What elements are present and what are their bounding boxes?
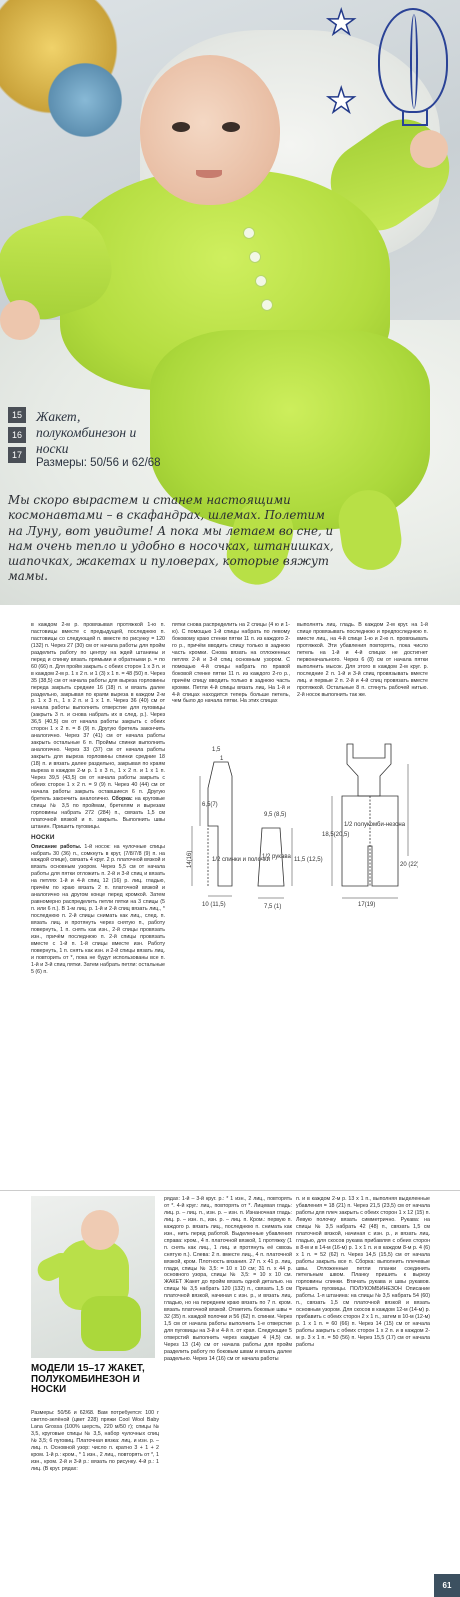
- model-title: Жакет, полукомбинезон и носки: [36, 409, 137, 456]
- page-number: 61: [434, 1574, 460, 1597]
- dimension-label: 18,5(20,5): [322, 832, 350, 838]
- baby-mouth: [196, 170, 222, 178]
- assembly-label: Сборка:: [111, 795, 133, 802]
- dimension-label: 10 (11,5): [202, 902, 226, 908]
- paragraph: выполнять лиц. гладь. В каждом 2-м круг. на 1-й спице провязывать последнюю и предпоследнюю п. вместе лиц., на 4-й спице 1-ю и 2-ю п. провязывать протяжкой. Эти убавления повторять, пока число петель на 1-й и 4-й спицах не достигнет первоначального. Через 6 (8) см от начала пятки выполнить мысок. Для этого в каждом 2-м круг. р. последние 2 п. 1-й и 3-й спиц провязывать вместе лиц. и первые 2 п. 2-й и 4-й спиц провязать вместе протяжкой. Остальные 8 п. стянуть рабочей нитью. 2-й носок выполнить так же.: [297, 622, 428, 698]
- text-column-bottom-3: [296, 1196, 430, 1590]
- piece-label: 1/2 спинки и полочки: [212, 857, 270, 863]
- dimension-label: 17(19): [358, 902, 376, 908]
- piece-label: 1/2 рукава: [262, 854, 291, 860]
- hot-air-balloon-icon: [378, 8, 448, 113]
- model-number: 15: [8, 407, 26, 423]
- baby-hand-left: [0, 300, 40, 340]
- dimension-label: 9,5 (8,5): [264, 812, 287, 818]
- schematic-drawing: [172, 736, 418, 924]
- text-column-bottom-2: [164, 1196, 292, 1590]
- paragraph: в каждом 2-м р. провязывая протяжкой 1-ю п. пастовицы вместе с предыдущей, последнюю п. пастовицы со следующей п. вместе по рисунку = 120 (132) п. Через 27 (30) см от начала работы для пройм разделить работу по центру на ждей штанины и перед и спинку вязать прямыми и обратными р. = по 60 (66) п. Для пройм закрыть с обеих сторон 1 х 3 п. и в каждом 2-м р. 1 х 2 п. и 1 (3) х 1 п. = 48 (50) п. Через 35 (38,5) см от начала работы для выреза горловины переда закрыть средние 16 (18) п. и вязать далее раздельно, закрывая по краям выреза в каждом 2-м р. 1 х 3 п., 1 х 2 п. и 1 х 1 п. Через 36 (40) см от начала работы выполнить отверстие для пуговицы (закрыть 3 п. и снова набрать их в след. р.). Через 36,5 (40,5) см от начала работы закрыть с обеих сторон 1 х 2 п. = 8 (9) п. Другую бретель закончить аналогично. Через 37 (41) см от начала работы закрыть остальные 6 п. Проймы спинки выполнить аналогично. Через 33 (37) см от начала работы закрыть для выреза горловины спинки средние 18 (18) п. и вязать далее раздельно, закрывая по краям выреза в каждом 2-м р. 1 х 3 п., 1 х 2 п. и 1 х 1 п. Через 39,5 (43,5) см от начала работы закрыть с обеих сторон 1 х 2 п. = 9 (9) п. Через 40 (44) см от начала работы закрыть оставшиеся 6 п. Другую бретель закончить аналогично.: [31, 622, 165, 802]
- paragraph: 1-й носок: на чулочные спицы набрать 30 (36) п., сомкнуть в круг, (7/8/7/8 (9) п. на каждой спице), связать 4 круг. 2 р. платочной вязкой и вязать основным узором. Через 5,5 см от начала работы для пятки отложить п. 2-й и 3-й спиц и вязать на петлях 1-й и 4-й спиц 12 (16) р. лиц. гладью, причём по краю вязать 2 п. платочной вязкой и аналогично на другом конце перед кромкой. Затем равномерно распределить петли пятки на 3 спицы (5 п. или 6 п.). В 1-м лиц. р. 1-й и 2-й спиц вязать лиц., * последнюю п. 2-й спицы снимать как лиц., след. п. вязать лиц. и протянуть через снятую п., работу повернуть, 1 п. снять как изн., 2-й спицы провязать изн., причём последнюю п. 2-й спицы провязать вместе с 1-й п. 1-й спицы вместе изн. Работу повернуть, 1 п. снять как изн. и 2-й спицы вязать лиц. и повторить от *, пока не будут использованы все п. 1-й и 3-й спиц пятки. Затем набрать петли: остальные 5 (6) п.: [31, 843, 165, 975]
- jacket-button: [244, 228, 254, 238]
- model-thumbnail-photo: [31, 1196, 155, 1358]
- text-column-1: [31, 622, 165, 984]
- text-column-3: [297, 622, 428, 732]
- text-column-2: [172, 622, 290, 732]
- paragraph: рядах: 1-й – 3-й круг. р.: * 1 изн., 2 лиц., повторять от *. 4-й круг.: лиц., повторять от *. Лицевая гладь: лиц. р. – лиц. п., изн. р. – изн. п. Изнаночная гладь: лиц. р. – изн. п., изн. р. – лиц. п. Кром.: первую п. каждого р. вязать лиц., последнюю п. снимать как изн., нить перед работой. Выделенные убавления справа: кром., 4 п. платочной вязкой, 1 протяжку (1 п. снять как лиц., 1 лиц. и протянуть её сквозь снятую п.). Слева: 2 п. вместе лиц., 4 п. платочной вязкой, кром. Плотность вязания. 27 п. х 41 р. лиц. глади, спицы № 3,5: = 10 х 10 см; 31 п. х 44 р. основного узора, спицы № 3,5: = 10 х 10 см. ЖАКЕТ Жакет до пройм вязать одной деталью. на спицы № 3,5 набрать 120 (132) п., связать 1,5 см платочной вязкой, начиная с изн. р., и вязать лиц. гладью, но на переднем краю вязать по 7 п. кром. вязать платочной вязкой. Отметить боковые швы = 32 (35) п. каждой полочки и 56 (62) п. спинки. Через 1,5 см от начала работы выполнить 1-е отверстие для пуговицы на 3-й и 4-й п. от края. Следующие 5 отверстий выполнить через каждые 4 (4,5) см. Через 13 (14) см от начала работы для пройм разделить работу по боковым швам и вязать далее раздельно. Через 14 (16) см от начала работы: [164, 1196, 292, 1362]
- thumb-overall: [81, 1296, 141, 1351]
- model-heading: МОДЕЛИ 15–17 ЖАКЕТ, ПОЛУКОМБИНЕЗОН И НОСКИ: [31, 1363, 145, 1395]
- paragraph: на круговые спицы № 3,5 по проймам, бретелям и вырезам горловины набрать 272 (284) п., связать 1,5 см платочной вязкой и п. закрыть. Выполнить швы штанин. Пришить пуговицы.: [31, 795, 165, 830]
- toy: [40, 60, 130, 140]
- dimension-label: 20 (22): [400, 862, 418, 868]
- hero-photo: [0, 0, 460, 605]
- dimension-label: 11,5 (12,5): [294, 857, 323, 863]
- jacket-button: [262, 300, 272, 310]
- text-column-bottom-1: [31, 1410, 159, 1590]
- thumb-head: [81, 1210, 119, 1250]
- dimension-label: 14(16): [187, 850, 193, 868]
- model-caption: [8, 407, 218, 487]
- baby-hand-right: [410, 130, 448, 168]
- section-heading-socks: НОСКИ: [31, 833, 55, 841]
- dimension-label: 6,5(7): [202, 802, 218, 808]
- jacket-button: [256, 276, 266, 286]
- star-icon: ★: [326, 81, 357, 121]
- baby-eye: [222, 122, 240, 132]
- dimension-label: 1,5: [212, 747, 221, 753]
- paragraph: пятки снова распределить на 2 спицы (4 ю и 1-ю). С помощью 1-й спицы набрать по левому боковому краю стенки пятки 11 п. из каждого 2-го р., причём вводить спицу только в заднюю часть кромки. Снова вязать на отложенных петлях 2-й и 3-й спиц основным узором. С помощью 4-й спицы набрать по правой боковой стенке пятки 11 п. из каждого 2-го р., причём спицу вводить только в заднюю часть кромки. Петли 4-й спицы вязать лиц. На 1-й и 4-й спицах находится теперь больше петель, чем было до начала пятки. На этих спицах: [172, 622, 290, 705]
- paragraph: Размеры: 50/56 и 62/68. Вам потребуется: 100 г светло-зелёной (цвет 228) пряжи Cool Wool Baby Lana Grossa (100% шерсть, 220 м/50 г); спицы № 3,5, круговые спицы № 3,5, набор чулочных спиц № 3,5; 6 пуговиц. Платочная вязка: лиц. и изн. р. – лиц. п. Основной узор: число п. кратно 3 + 1 + 2 кром. 1-й р.: кром., * 1 изн., 2 лиц., повторять от *, 1 изн., кром. 2-й и 3-й р.: вязать по рисунку. 4-й р.: 1 лиц. (В круг. рядах:: [31, 1410, 159, 1472]
- model-number: 16: [8, 427, 26, 443]
- model-sizes: Размеры: 50/56 и 62/68: [36, 457, 161, 469]
- pattern-schematic: [172, 736, 418, 924]
- star-icon: ★: [326, 3, 357, 43]
- intro-poem: Мы скоро вырастем и станем настоящими космонавтами – в скафандрах, шлемах. Полетим на Луну, вот увидите! А пока мы летаем во сне, и нам очень тепло и удобно в носочках, штанишках, шапочках, жакетах и пуловерах, которые вяжут мамы.: [8, 493, 334, 584]
- divider: [0, 1190, 460, 1191]
- piece-label: 1/2 полукомби-незона: [344, 822, 406, 828]
- jacket-button: [250, 252, 260, 262]
- dimension-label: 1: [220, 756, 224, 762]
- paragraph: п. и в каждом 2-м р. 13 х 1 п., выполняя выделенные убавления = 18 (21) п. Через 21,5 (23,5) см от начала работы для плеч закрыть с обеих сторон 1 х 12 (15) п. Левую полочку вязать симметрично. Рукава: на спицы № 3,5 набрать 42 (48) п., связать 1,5 см платочной вязкой, начиная с изн. р., и вязать лиц. гладью, для скосов рукава прибавляя с обеих сторон в 8-м и в 14-м (16-м) р. 1 х 1 п. и в каждом 8-м р. 4 (6) х 1 п. = 52 (62) п. Через 14,5 (15,5) см от начала работы закрыть все п. Сборка: выполнить плечевые швы. Отложенные петли планки соединить петельным швом. Планку пришить к вырезу горловины спинки. Втачать рукава и швы рукавов. Пришить пуговицы. ПОЛУКОМБИНЕЗОН Описание работы. 1-я штанина: на спицы № 3,5 набрать 54 (60) п., связать 1,5 см платочной вязкой и вязать основным узором. Для скосов в каждом 12-м (14-м) р. прибавить с обеих сторон 2 х 1 п., затем в 10-м (12-м) р. 1 х 1 п. = 60 (66) п. Через 14 (15) см от начала работы закрыть с обеих сторон 1 х 2 п. и в каждом 2-м р. 3 х 1 п. = 50 (56) п. Через 15,5 (17) см от начала работы: [296, 1196, 430, 1349]
- description-label: Описание работы.: [31, 843, 82, 850]
- baby-head: [140, 55, 280, 205]
- dimension-label: 7,5 (1): [264, 904, 282, 910]
- baby-eye: [172, 122, 190, 132]
- model-number: 17: [8, 447, 26, 463]
